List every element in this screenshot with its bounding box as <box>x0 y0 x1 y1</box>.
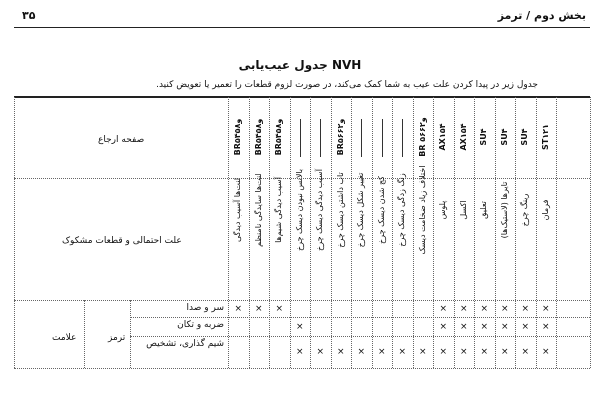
column-ref <box>315 133 325 141</box>
check-mark: × <box>439 303 448 314</box>
column-divider <box>536 97 537 368</box>
column-ref: AX۱۵۴ <box>458 123 468 151</box>
column-part: فرمان <box>540 199 550 221</box>
column-divider <box>556 97 557 368</box>
symptom-row-divider <box>130 317 590 318</box>
column-ref: BR ۵۶و۶۲ <box>417 117 427 157</box>
symptom-name: ضربه و تکان <box>177 320 224 330</box>
suspected-parts-label: علت احتمالی و قطعات مشکوک <box>62 236 182 246</box>
column-ref: ST۱۲۱ <box>540 124 550 150</box>
check-mark: × <box>377 347 386 357</box>
column-ref <box>377 133 387 141</box>
column-ref <box>397 133 407 141</box>
column-ref: SU۴ <box>520 128 530 146</box>
check-mark: × <box>541 347 550 357</box>
column-divider <box>392 97 393 368</box>
symptom-label: علامت <box>52 333 77 343</box>
check-mark: × <box>357 347 366 357</box>
check-mark: × <box>521 321 530 332</box>
column-ref: BR۵۴و۵۸ <box>233 118 243 156</box>
check-mark: × <box>480 303 489 314</box>
column-part: لنت‌ها آسیب دیدگی <box>233 177 243 243</box>
column-part: پلوس <box>438 200 448 220</box>
table-top-rule <box>14 96 590 98</box>
check-mark: × <box>541 303 550 314</box>
check-mark: × <box>398 347 407 357</box>
check-mark: × <box>418 347 427 357</box>
symptom-name: سر و صدا <box>186 303 224 313</box>
reference-page-label: صفحه ارجاع <box>98 135 145 145</box>
brake-divider <box>130 300 131 368</box>
symptom-divider <box>84 300 85 368</box>
check-mark: × <box>521 347 530 357</box>
column-ref: BR۵۴و۵۸ <box>253 118 263 156</box>
check-mark: × <box>336 347 345 357</box>
column-part: تایرها (لاستیک‌ها) <box>499 181 509 239</box>
check-mark: × <box>480 347 489 357</box>
column-divider <box>515 97 516 368</box>
page-number: ۳۵ <box>22 9 36 22</box>
check-mark: × <box>541 321 550 332</box>
column-divider <box>351 97 352 368</box>
column-part: رینگ چرخ <box>520 193 530 227</box>
table-left-border <box>14 97 15 368</box>
check-mark: × <box>275 303 284 314</box>
check-mark: × <box>295 347 304 357</box>
column-divider <box>474 97 475 368</box>
table-right-border <box>590 97 591 368</box>
intro-text: جدول زیر در پیدا کردن علت عیب به شما کمک می‌کند، در صورت لزوم قطعات را تعمیر یا تعویض کنید. <box>156 80 538 90</box>
column-part: کج شدن دیسک چرخ <box>376 176 386 244</box>
check-mark: × <box>500 321 509 332</box>
check-mark: × <box>459 347 468 357</box>
column-part: آسیب دیدگی شیم‌ها <box>274 177 284 243</box>
check-mark: × <box>521 303 530 314</box>
section-title: بخش دوم / ترمز <box>497 9 586 22</box>
column-divider <box>269 97 270 368</box>
column-ref: AX۱۵۴ <box>438 123 448 151</box>
check-mark: × <box>459 303 468 314</box>
column-divider <box>495 97 496 368</box>
column-part: بالانس نبودن دیسک چرخ <box>294 168 304 252</box>
column-part: اختلاف زیاد ضخامت دیسک <box>417 165 427 255</box>
column-part: لنت‌ها سایدگی نامنظم <box>253 173 263 247</box>
column-divider <box>290 97 291 368</box>
column-divider <box>228 97 229 368</box>
parts-row-divider <box>14 300 590 301</box>
symptom-row-divider <box>130 336 590 337</box>
column-ref: BR۵۴و۵۸ <box>274 118 284 156</box>
column-ref: BR۵۶و۶۲ <box>335 118 345 156</box>
check-mark: × <box>500 303 509 314</box>
column-divider <box>413 97 414 368</box>
brake-label: ترمز <box>108 333 126 343</box>
column-ref <box>295 133 305 141</box>
table-title: جدول عیب‌یابی NVH <box>238 58 362 72</box>
column-part: تغییر شکل دیسک چرخ <box>356 172 366 248</box>
column-divider <box>331 97 332 368</box>
column-part: زنگ زدگی دیسک چرخ <box>397 173 407 247</box>
column-divider <box>433 97 434 368</box>
column-divider <box>249 97 250 368</box>
column-part: آسیب دیدگی دیسک چرخ <box>315 169 325 251</box>
column-part: تعلیق <box>479 201 489 219</box>
check-mark: × <box>439 321 448 332</box>
check-mark: × <box>234 303 243 314</box>
check-mark: × <box>316 347 325 357</box>
check-mark: × <box>439 347 448 357</box>
header-rule <box>14 27 590 28</box>
column-divider <box>310 97 311 368</box>
check-mark: × <box>459 321 468 332</box>
column-ref: SU۴ <box>479 128 489 146</box>
column-divider <box>372 97 373 368</box>
symptom-name: شیم گذاری، تشخیص <box>146 339 224 349</box>
column-ref: SU۴ <box>499 128 509 146</box>
table-bottom-border <box>14 368 590 369</box>
check-mark: × <box>295 321 304 332</box>
column-divider <box>454 97 455 368</box>
check-mark: × <box>254 303 263 314</box>
column-ref <box>356 133 366 141</box>
check-mark: × <box>480 321 489 332</box>
column-part: اکسل <box>458 200 468 220</box>
check-mark: × <box>500 347 509 357</box>
column-part: تاب داشتن دیسک چرخ <box>335 172 345 248</box>
